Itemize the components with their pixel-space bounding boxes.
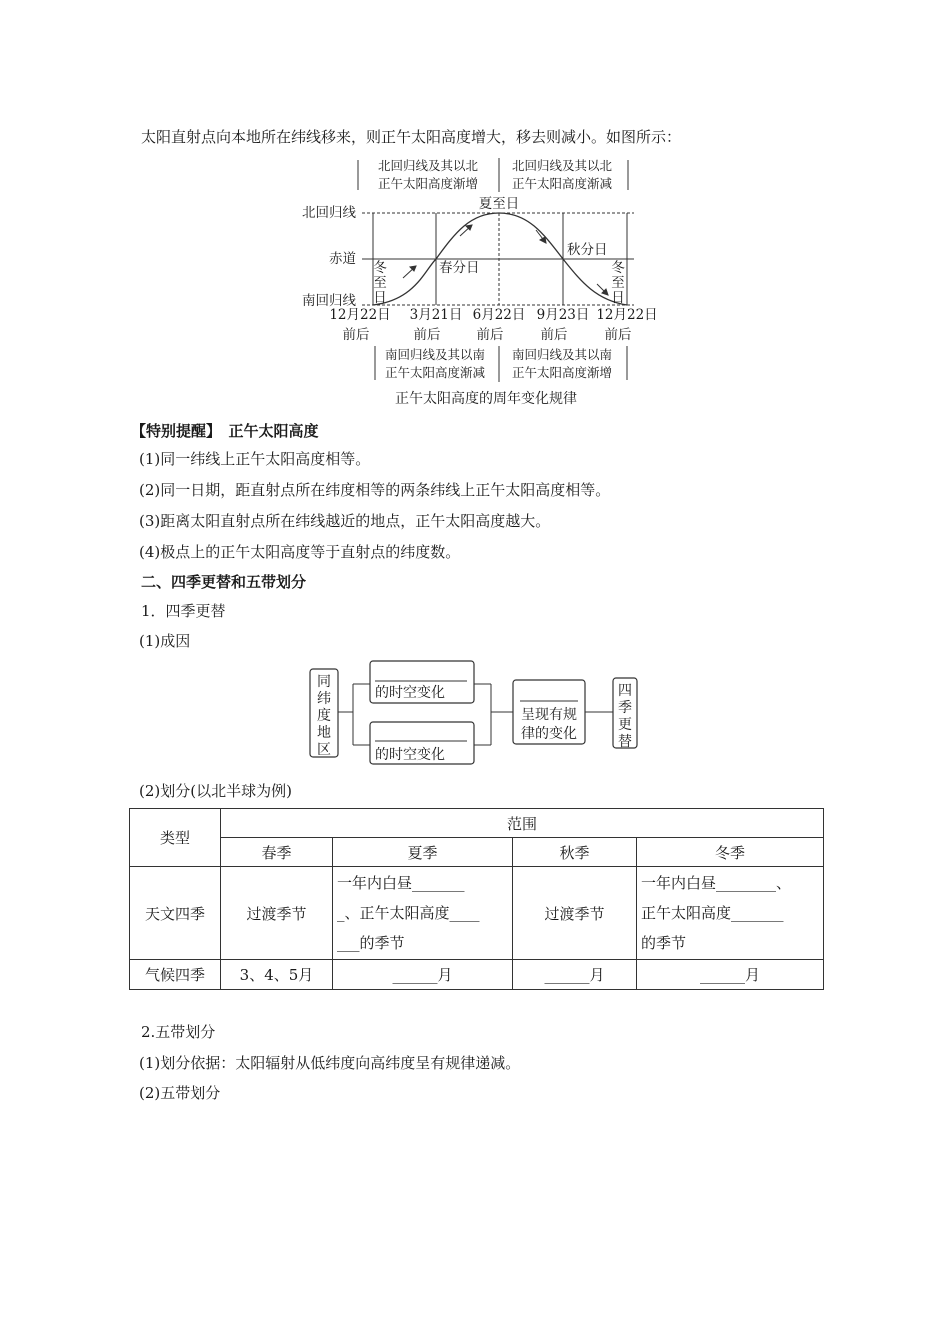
svg-text:前后: 前后 — [413, 327, 441, 343]
date-label: 12月22日 — [329, 307, 391, 323]
header-autumn: 秋季 — [513, 838, 637, 867]
svg-text:前后: 前后 — [476, 327, 504, 343]
section-heading: 二、四季更替和五带划分 — [141, 573, 307, 591]
date-label: 12月22日 — [596, 307, 658, 323]
svg-text:地: 地 — [317, 725, 331, 741]
date-label: 6月22日 — [472, 307, 526, 323]
svg-text:替: 替 — [618, 734, 632, 750]
svg-text:更: 更 — [618, 717, 632, 733]
cell-autumn: 过渡季节 — [513, 867, 637, 960]
svg-text:冬: 冬 — [373, 260, 387, 276]
svg-text:至: 至 — [373, 275, 387, 291]
cell-spring: 过渡季节 — [221, 867, 333, 960]
header-type: 类型 — [130, 809, 221, 867]
row-type: 天文四季 — [130, 867, 221, 960]
summer-solstice-label: 夏至日 — [478, 196, 520, 212]
cell-winter: ______月 — [637, 960, 824, 990]
top-right-label-2: 正午太阳高度渐减 — [511, 176, 613, 191]
tip-item: (2)同一日期，距直射点所在纬度相等的两条纬线上正午太阳高度相等。 — [139, 481, 611, 499]
cell-autumn: ______月 — [513, 960, 637, 990]
flow-box-1: 的时空变化 — [375, 685, 445, 701]
subsection-heading: 2.五带划分 — [141, 1023, 216, 1041]
bottom-right-label-1: 南回归线及其以南 — [511, 347, 613, 362]
cause-label: (1)成因 — [139, 632, 191, 650]
lat-label-equator: 赤道 — [329, 251, 356, 267]
bottom-left-label-2: 正午太阳高度渐减 — [384, 365, 486, 380]
division-label: (2)划分(以北半球为例) — [139, 782, 292, 800]
svg-text:日: 日 — [611, 290, 625, 306]
lat-label-tropic-cancer: 北回归线 — [302, 205, 356, 221]
date-label: 9月23日 — [536, 307, 590, 323]
svg-text:前后: 前后 — [604, 327, 632, 343]
header-summer: 夏季 — [333, 838, 513, 867]
top-left-label-1: 北回归线及其以北 — [377, 158, 479, 173]
subsection-heading: 1．四季更替 — [141, 602, 226, 620]
tip-item: (3)距离太阳直射点所在纬线越近的地点，正午太阳高度越大。 — [139, 512, 551, 530]
svg-text:同: 同 — [317, 674, 331, 690]
svg-text:度: 度 — [317, 708, 331, 724]
svg-text:季: 季 — [618, 700, 632, 716]
svg-text:冬: 冬 — [611, 260, 625, 276]
cell-winter: 一年内白昼________、 正午太阳高度_______ 的季节 — [637, 867, 824, 960]
zones-label: (2)五带划分 — [139, 1084, 221, 1102]
header-winter: 冬季 — [637, 838, 824, 867]
svg-text:日: 日 — [373, 290, 387, 306]
tip-item: (1)同一纬线上正午太阳高度相等。 — [139, 450, 371, 468]
svg-text:纬: 纬 — [317, 691, 331, 707]
figure-caption: 正午太阳高度的周年变化规律 — [395, 391, 577, 407]
header-spring: 春季 — [221, 838, 333, 867]
cell-spring: 3、4、5月 — [221, 960, 333, 990]
header-range: 范围 — [221, 809, 824, 838]
tip-item: (4)极点上的正午太阳高度等于直射点的纬度数。 — [139, 543, 461, 561]
bottom-left-label-1: 南回归线及其以南 — [384, 347, 486, 362]
cell-summer: 一年内白昼_______ _、正午太阳高度____ ___的季节 — [333, 867, 513, 960]
table-row — [130, 960, 824, 990]
flow-box-3-line-1: 呈现有规 — [521, 707, 577, 723]
lat-label-tropic-capricorn: 南回归线 — [302, 293, 356, 309]
basis-text: (1)划分依据：太阳辐射从低纬度向高纬度呈有规律递减。 — [139, 1054, 521, 1072]
bottom-right-label-2: 正午太阳高度渐增 — [511, 365, 613, 380]
autumn-equinox-label: 秋分日 — [567, 242, 608, 258]
intro-text: 太阳直射点向本地所在纬线移来，则正午太阳高度增大，移去则减小。如图所示： — [141, 128, 682, 146]
svg-text:四: 四 — [618, 683, 632, 699]
cell-summer: ______月 — [333, 960, 513, 990]
flow-box-2: 的时空变化 — [375, 747, 445, 763]
row-type: 气候四季 — [130, 960, 221, 990]
svg-text:前后: 前后 — [342, 327, 370, 343]
flow-box-3-line-2: 律的变化 — [521, 726, 577, 742]
seasons-cause-flowchart — [305, 656, 650, 771]
table-row — [130, 867, 824, 960]
tip-title: 【特别提醒】 正午太阳高度 — [131, 422, 319, 440]
svg-text:前后: 前后 — [540, 327, 568, 343]
date-label: 3月21日 — [409, 307, 463, 323]
spring-equinox-label: 春分日 — [439, 260, 480, 276]
seasons-table — [129, 808, 824, 990]
noon-altitude-diagram — [290, 150, 670, 412]
top-right-label-1: 北回归线及其以北 — [511, 158, 613, 173]
top-left-label-2: 正午太阳高度渐增 — [377, 176, 479, 191]
svg-text:区: 区 — [317, 742, 331, 758]
svg-text:至: 至 — [611, 275, 625, 291]
